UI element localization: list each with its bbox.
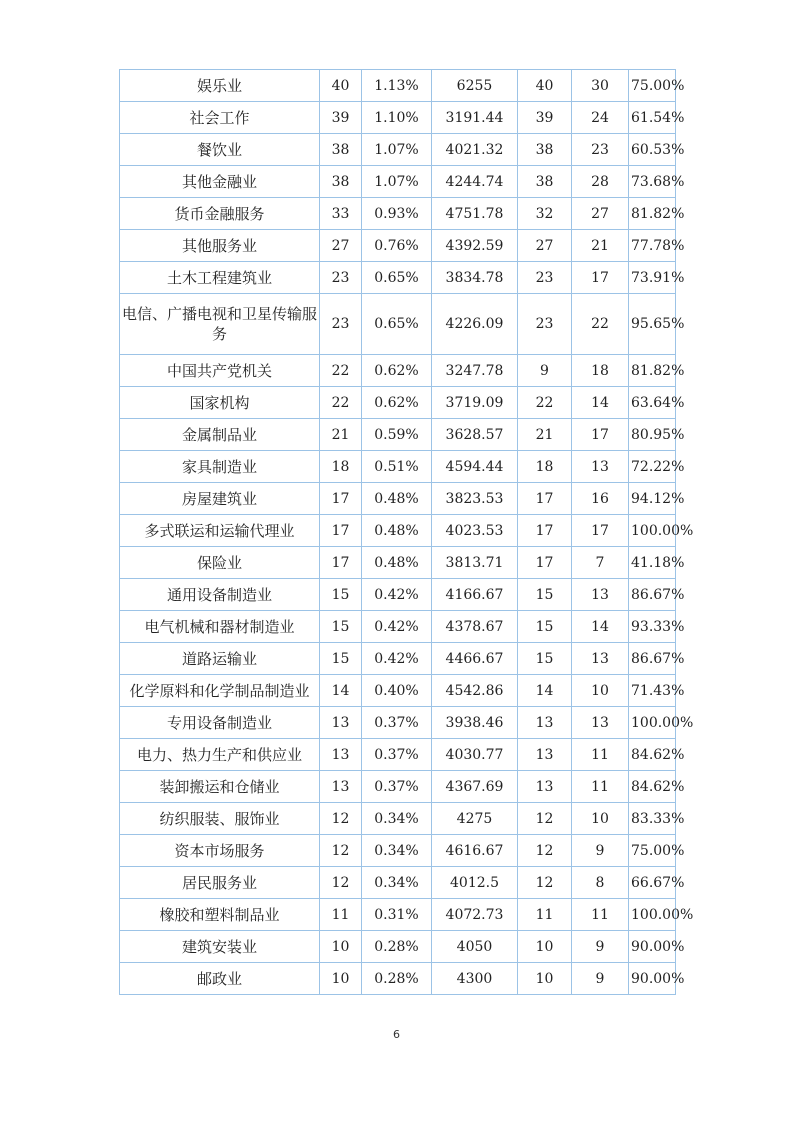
table-row [120, 963, 676, 995]
count2-cell: 13 [518, 707, 572, 739]
table-row [120, 483, 676, 515]
share-cell: 0.34% [362, 867, 432, 899]
count-cell: 10 [320, 963, 362, 995]
count-cell: 27 [320, 230, 362, 262]
table-row [120, 931, 676, 963]
industry-name-cell: 邮政业 [120, 963, 320, 995]
ratio-cell: 100.00% [629, 899, 676, 931]
salary-cell: 4072.73 [432, 899, 518, 931]
count2-cell: 32 [518, 198, 572, 230]
count3-cell: 11 [572, 739, 629, 771]
count3-cell: 17 [572, 262, 629, 294]
count3-cell: 11 [572, 771, 629, 803]
count-cell: 10 [320, 931, 362, 963]
count3-cell: 7 [572, 547, 629, 579]
count-cell: 38 [320, 134, 362, 166]
salary-cell: 4021.32 [432, 134, 518, 166]
ratio-cell: 90.00% [629, 963, 676, 995]
ratio-cell: 86.67% [629, 579, 676, 611]
share-cell: 0.62% [362, 387, 432, 419]
count3-cell: 28 [572, 166, 629, 198]
industry-name-cell: 金属制品业 [120, 419, 320, 451]
count-cell: 13 [320, 707, 362, 739]
table-row [120, 198, 676, 230]
count2-cell: 17 [518, 547, 572, 579]
salary-cell: 4023.53 [432, 515, 518, 547]
salary-cell: 3719.09 [432, 387, 518, 419]
share-cell: 0.42% [362, 611, 432, 643]
industry-name-cell: 中国共产党机关 [120, 355, 320, 387]
salary-cell: 6255 [432, 70, 518, 102]
count2-cell: 10 [518, 931, 572, 963]
count3-cell: 13 [572, 451, 629, 483]
share-cell: 0.48% [362, 483, 432, 515]
table-row [120, 70, 676, 102]
share-cell: 0.31% [362, 899, 432, 931]
count2-cell: 13 [518, 771, 572, 803]
industry-name-cell: 土木工程建筑业 [120, 262, 320, 294]
count3-cell: 9 [572, 835, 629, 867]
count-cell: 17 [320, 483, 362, 515]
industry-name-cell: 其他金融业 [120, 166, 320, 198]
count2-cell: 21 [518, 419, 572, 451]
table-row [120, 643, 676, 675]
share-cell: 0.93% [362, 198, 432, 230]
industry-name-cell: 娱乐业 [120, 70, 320, 102]
salary-cell: 4616.67 [432, 835, 518, 867]
industry-name-cell: 餐饮业 [120, 134, 320, 166]
ratio-cell: 83.33% [629, 803, 676, 835]
count3-cell: 13 [572, 579, 629, 611]
count3-cell: 13 [572, 643, 629, 675]
ratio-cell: 77.78% [629, 230, 676, 262]
share-cell: 0.76% [362, 230, 432, 262]
salary-cell: 4012.5 [432, 867, 518, 899]
table-row [120, 803, 676, 835]
salary-cell: 4030.77 [432, 739, 518, 771]
count-cell: 15 [320, 611, 362, 643]
salary-cell: 3834.78 [432, 262, 518, 294]
table-row [120, 707, 676, 739]
industry-name-cell: 专用设备制造业 [120, 707, 320, 739]
industry-name-cell: 其他服务业 [120, 230, 320, 262]
count-cell: 13 [320, 739, 362, 771]
salary-cell: 4275 [432, 803, 518, 835]
count-cell: 33 [320, 198, 362, 230]
industry-name-cell: 国家机构 [120, 387, 320, 419]
count3-cell: 24 [572, 102, 629, 134]
salary-cell: 4594.44 [432, 451, 518, 483]
ratio-cell: 81.82% [629, 355, 676, 387]
count-cell: 22 [320, 355, 362, 387]
count3-cell: 22 [572, 294, 629, 355]
count3-cell: 8 [572, 867, 629, 899]
count2-cell: 11 [518, 899, 572, 931]
count2-cell: 15 [518, 643, 572, 675]
table-row [120, 739, 676, 771]
count2-cell: 12 [518, 835, 572, 867]
salary-cell: 4751.78 [432, 198, 518, 230]
count3-cell: 21 [572, 230, 629, 262]
ratio-cell: 61.54% [629, 102, 676, 134]
industry-name-cell: 保险业 [120, 547, 320, 579]
table-row [120, 675, 676, 707]
count3-cell: 27 [572, 198, 629, 230]
share-cell: 0.40% [362, 675, 432, 707]
count-cell: 12 [320, 835, 362, 867]
ratio-cell: 73.91% [629, 262, 676, 294]
ratio-cell: 94.12% [629, 483, 676, 515]
table-row [120, 579, 676, 611]
table-body [120, 70, 694, 995]
table-row [120, 899, 676, 931]
table-row [120, 102, 676, 134]
count-cell: 14 [320, 675, 362, 707]
industry-name-cell: 通用设备制造业 [120, 579, 320, 611]
table-row [120, 867, 676, 899]
ratio-cell: 80.95% [629, 419, 676, 451]
industry-name-cell: 多式联运和运输代理业 [120, 515, 320, 547]
count-cell: 23 [320, 294, 362, 355]
salary-cell: 4226.09 [432, 294, 518, 355]
ratio-cell: 72.22% [629, 451, 676, 483]
share-cell: 1.13% [362, 70, 432, 102]
count-cell: 21 [320, 419, 362, 451]
ratio-cell: 95.65% [629, 294, 676, 355]
salary-cell: 4166.67 [432, 579, 518, 611]
salary-cell: 3191.44 [432, 102, 518, 134]
ratio-cell: 84.62% [629, 739, 676, 771]
salary-cell: 4392.59 [432, 230, 518, 262]
count3-cell: 10 [572, 803, 629, 835]
count-cell: 15 [320, 643, 362, 675]
table-row [120, 262, 676, 294]
industry-name-cell: 社会工作 [120, 102, 320, 134]
count-cell: 11 [320, 899, 362, 931]
ratio-cell: 63.64% [629, 387, 676, 419]
count2-cell: 23 [518, 294, 572, 355]
salary-cell: 4300 [432, 963, 518, 995]
table-row [120, 230, 676, 262]
share-cell: 0.37% [362, 771, 432, 803]
share-cell: 0.28% [362, 963, 432, 995]
share-cell: 0.51% [362, 451, 432, 483]
salary-cell: 4378.67 [432, 611, 518, 643]
count3-cell: 9 [572, 931, 629, 963]
ratio-cell: 73.68% [629, 166, 676, 198]
count2-cell: 13 [518, 739, 572, 771]
count2-cell: 17 [518, 515, 572, 547]
share-cell: 0.65% [362, 294, 432, 355]
table-row [120, 451, 676, 483]
count3-cell: 17 [572, 515, 629, 547]
table-row [120, 355, 676, 387]
count2-cell: 15 [518, 611, 572, 643]
count2-cell: 40 [518, 70, 572, 102]
count-cell: 39 [320, 102, 362, 134]
count-cell: 22 [320, 387, 362, 419]
count2-cell: 9 [518, 355, 572, 387]
count2-cell: 18 [518, 451, 572, 483]
count2-cell: 39 [518, 102, 572, 134]
count2-cell: 12 [518, 867, 572, 899]
salary-cell: 3938.46 [432, 707, 518, 739]
industry-name-cell: 装卸搬运和仓储业 [120, 771, 320, 803]
ratio-cell: 90.00% [629, 931, 676, 963]
salary-cell: 3628.57 [432, 419, 518, 451]
share-cell: 0.42% [362, 643, 432, 675]
salary-cell: 4542.86 [432, 675, 518, 707]
industry-name-cell: 房屋建筑业 [120, 483, 320, 515]
count2-cell: 14 [518, 675, 572, 707]
count-cell: 17 [320, 547, 362, 579]
table-row [120, 835, 676, 867]
count3-cell: 13 [572, 707, 629, 739]
industry-name-cell: 化学原料和化学制品制造业 [120, 675, 320, 707]
share-cell: 0.48% [362, 515, 432, 547]
industry-name-cell: 家具制造业 [120, 451, 320, 483]
table-row [120, 419, 676, 451]
count2-cell: 12 [518, 803, 572, 835]
share-cell: 0.37% [362, 739, 432, 771]
ratio-cell: 81.82% [629, 198, 676, 230]
share-cell: 0.62% [362, 355, 432, 387]
count2-cell: 10 [518, 963, 572, 995]
count-cell: 40 [320, 70, 362, 102]
page-number: 6 [393, 1028, 400, 1041]
share-cell: 0.28% [362, 931, 432, 963]
salary-cell: 3247.78 [432, 355, 518, 387]
count3-cell: 14 [572, 611, 629, 643]
table-row [120, 387, 676, 419]
ratio-cell: 93.33% [629, 611, 676, 643]
ratio-cell: 86.67% [629, 643, 676, 675]
count-cell: 15 [320, 579, 362, 611]
industry-name-cell: 货币金融服务 [120, 198, 320, 230]
industry-name-cell: 居民服务业 [120, 867, 320, 899]
salary-cell: 3813.71 [432, 547, 518, 579]
salary-cell: 4244.74 [432, 166, 518, 198]
count3-cell: 18 [572, 355, 629, 387]
share-cell: 1.07% [362, 166, 432, 198]
share-cell: 1.07% [362, 134, 432, 166]
count3-cell: 30 [572, 70, 629, 102]
table-row [120, 771, 676, 803]
industry-name-cell: 橡胶和塑料制品业 [120, 899, 320, 931]
industry-name-cell: 建筑安装业 [120, 931, 320, 963]
ratio-cell: 60.53% [629, 134, 676, 166]
ratio-cell: 66.67% [629, 867, 676, 899]
count-cell: 17 [320, 515, 362, 547]
salary-cell: 4050 [432, 931, 518, 963]
count3-cell: 17 [572, 419, 629, 451]
count2-cell: 38 [518, 134, 572, 166]
salary-cell: 4466.67 [432, 643, 518, 675]
count-cell: 18 [320, 451, 362, 483]
table-row [120, 611, 676, 643]
count-cell: 12 [320, 803, 362, 835]
share-cell: 0.42% [362, 579, 432, 611]
salary-cell: 4367.69 [432, 771, 518, 803]
share-cell: 0.34% [362, 835, 432, 867]
share-cell: 0.48% [362, 547, 432, 579]
table-row [120, 515, 676, 547]
industry-name-cell: 电信、广播电视和卫星传输服务 [120, 294, 320, 355]
industry-name-cell: 纺织服装、服饰业 [120, 803, 320, 835]
count2-cell: 38 [518, 166, 572, 198]
share-cell: 1.10% [362, 102, 432, 134]
ratio-cell: 41.18% [629, 547, 676, 579]
table-row [120, 294, 676, 355]
ratio-cell: 75.00% [629, 835, 676, 867]
table-row [120, 547, 676, 579]
count-cell: 38 [320, 166, 362, 198]
count3-cell: 11 [572, 899, 629, 931]
count-cell: 13 [320, 771, 362, 803]
count2-cell: 23 [518, 262, 572, 294]
ratio-cell: 100.00% [629, 707, 676, 739]
table-row [120, 166, 676, 198]
count2-cell: 22 [518, 387, 572, 419]
ratio-cell: 84.62% [629, 771, 676, 803]
share-cell: 0.65% [362, 262, 432, 294]
share-cell: 0.59% [362, 419, 432, 451]
share-cell: 0.34% [362, 803, 432, 835]
count-cell: 12 [320, 867, 362, 899]
count3-cell: 9 [572, 963, 629, 995]
count3-cell: 16 [572, 483, 629, 515]
industry-name-cell: 电气机械和器材制造业 [120, 611, 320, 643]
count2-cell: 27 [518, 230, 572, 262]
share-cell: 0.37% [362, 707, 432, 739]
industry-name-cell: 道路运输业 [120, 643, 320, 675]
table-row [120, 134, 676, 166]
ratio-cell: 100.00% [629, 515, 676, 547]
industry-table [119, 69, 694, 995]
salary-cell: 3823.53 [432, 483, 518, 515]
count2-cell: 17 [518, 483, 572, 515]
industry-name-cell: 资本市场服务 [120, 835, 320, 867]
ratio-cell: 71.43% [629, 675, 676, 707]
count3-cell: 23 [572, 134, 629, 166]
count3-cell: 10 [572, 675, 629, 707]
count2-cell: 15 [518, 579, 572, 611]
industry-name-cell: 电力、热力生产和供应业 [120, 739, 320, 771]
count3-cell: 14 [572, 387, 629, 419]
ratio-cell: 75.00% [629, 70, 676, 102]
count-cell: 23 [320, 262, 362, 294]
